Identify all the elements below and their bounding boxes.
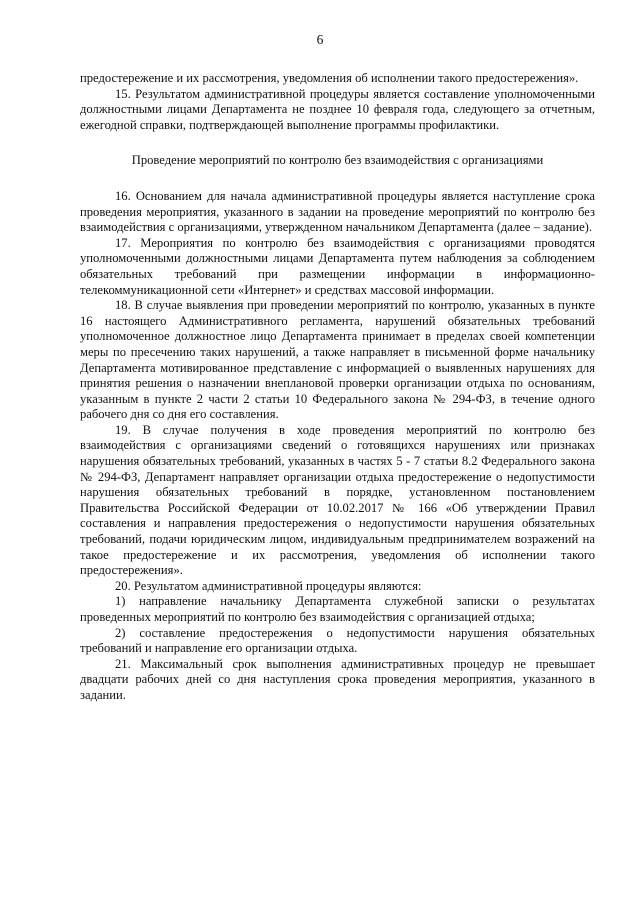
paragraph-15: 15. Результатом административной процедуры является составление уполномоченными должностными лицами Департамента не позднее 10 февраля года, следующего за отчетным, ежегодной справки, подтверждающей выполнение программы профилактики.: [80, 86, 595, 132]
paragraph-20-item-2: 2) составление предостережения о недопустимости нарушения обязательных требований и направление его организации отдыха.: [80, 625, 595, 656]
paragraph-16: 16. Основанием для начала административной процедуры является наступление срока проведения мероприятия, указанного в задании на проведение мероприятий по контролю без взаимодействия с организациями, утвержденном начальником Департамента (далее – задание).: [80, 188, 595, 235]
paragraph-18: 18. В случае выявления при проведении мероприятий по контролю, указанных в пункте 16 настоящего Административного регламента, нарушений обязательных требований уполномоченное должностное лицо Департамента принимает в пределах своей компетенции меры по пресечению таких нарушений, а также направляет в письменной форме начальнику Департамента мотивированное представление с информацией о выявленных нарушениях для принятия решения о назначении внеплановой проверки организации отдыха по основаниям, указанным в пункте 2 части 2 статьи 10 Федерального закона № 294-ФЗ, в течение одного рабочего дня со дня его составления.: [80, 298, 595, 422]
paragraph-20: 20. Результатом административной процедуры являются:: [115, 578, 422, 593]
page-number: 6: [316, 32, 324, 47]
paragraph-21: 21. Максимальный срок выполнения административных процедур не превышает двадцати рабочих дней со дня наступления срока проведения мероприятия, указанного в задании.: [80, 656, 595, 702]
document-body: [80, 71, 595, 704]
paragraph-20-item-1: 1) направление начальнику Департамента служебной записки о результатах проведенных мероприятий по контролю без взаимодействия с организацией отдыха;: [80, 594, 595, 624]
section-heading: Проведение мероприятий по контролю без взаимодействия с организациями: [131, 153, 544, 168]
paragraph-19: 19. В случае получения в ходе проведения мероприятий по контролю без взаимодействия с организациями сведений о готовящихся нарушениях или признаках нарушения обязательных требований, указанных в частях 5 - 7 статьи 8.2 Федерального закона № 294-ФЗ, Департамент направляет организации отдыха предостережение о недопустимости нарушения обязательных требований в порядке, установленном постановлением Правительства Российской Федерации от 10.02.2017 № 166 «Об утверждении Правил составления и направления предостережения о недопустимости нарушения обязательных требований, подачи юридическим лицом, индивидуальным предпринимателем возражений на такое предостережение и их рассмотрения, уведомления об исполнении такого предостережения».: [80, 422, 595, 578]
paragraph-continuation: предостережение и их рассмотрения, уведомления об исполнении такого предостережения».: [80, 71, 579, 85]
paragraph-17: 17. Мероприятия по контролю без взаимодействия с организациями проводятся уполномоченными должностными лицами Департамента путем наблюдения за соблюдением обязательных требований при размещении информации в информационно-телекоммуникационной сети «Интернет» и средствах массовой информации.: [80, 235, 595, 297]
